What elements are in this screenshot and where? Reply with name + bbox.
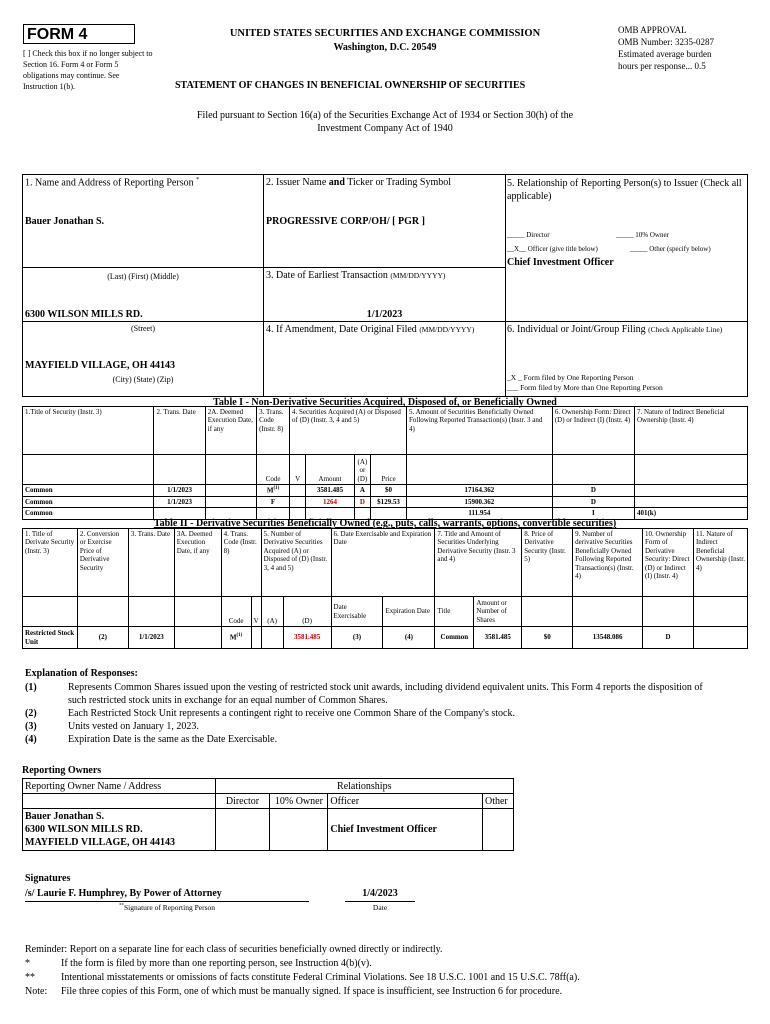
t2-sub-amount: Amount or Number of Shares xyxy=(474,597,522,627)
table1 xyxy=(22,406,748,520)
t2-r-nature xyxy=(693,627,747,649)
owners-col-officer: Officer xyxy=(328,794,483,809)
omb-box xyxy=(618,24,714,72)
filed-pursuant: Filed pursuant to Section 16(a) of the Securities Exchange Act of 1934 or Section 30(h) of the Investment Company Act of 1940 xyxy=(196,110,574,134)
owners-title: Reporting Owners xyxy=(22,765,102,776)
t1-r0-form: D xyxy=(552,485,634,497)
t1-h-date: 2. Trans. Date xyxy=(154,407,205,455)
filing-one-person: _X _ Form filed by One Reporting Person xyxy=(507,373,634,382)
t2-h-price: 2. Conversion or Exercise Price of Derivative Security xyxy=(77,529,128,597)
owners-table xyxy=(22,778,514,851)
t1-r1-form: D xyxy=(552,496,634,507)
t1-r2-form: I xyxy=(552,508,634,519)
t1-h-deemed: 2A. Deemed Execution Date, if any xyxy=(205,407,256,455)
t1-r1-nature xyxy=(634,496,747,507)
t1-r0-title: Common xyxy=(23,485,154,497)
t2-r-date: 1/1/2023 xyxy=(128,627,174,649)
table2 xyxy=(22,528,748,649)
t2-r-price: (2) xyxy=(77,627,128,649)
t1-r0-date: 1/1/2023 xyxy=(154,485,205,497)
director-check: _____ Director xyxy=(507,231,550,239)
filing-more-person: ___ Form filed by More than One Reporting Person xyxy=(507,383,663,392)
t1-r0-owned: 17164.362 xyxy=(407,485,553,497)
t1-r0-amount: 3581.485 xyxy=(306,485,354,497)
signatures-title: Signatures xyxy=(25,873,71,884)
t1-sub-ad: (A) or (D) xyxy=(354,455,370,485)
omb-number: OMB Number: 3235-0287 xyxy=(618,37,714,47)
table2-title: Table II - Derivative Securities Beneficially Owned (e.g., puts, calls, warrants, options, convertible securities) xyxy=(153,518,617,529)
box2-label: 2. Issuer Name and Ticker or Trading Symbol xyxy=(266,177,452,188)
table1-header-row xyxy=(23,407,748,455)
t2-h-exercisable: 6. Date Exercisable and Expiration Date xyxy=(331,529,435,597)
t2-r-d: 3581.485 xyxy=(283,627,331,649)
name-caption: (Last) (First) (Middle) xyxy=(107,272,179,281)
t1-r0-price: $0 xyxy=(371,485,407,497)
owner-address: Bauer Jonathan S. 6300 WILSON MILLS RD. MAYFIELD VILLAGE, OH 44143 xyxy=(23,809,216,851)
table1-subheader-row xyxy=(23,455,748,485)
box4-label: 4. If Amendment, Date Original Filed (MM/DD/YYYY) xyxy=(266,324,475,335)
owners-col-director: Director xyxy=(215,794,270,809)
t1-h-code: 3. Trans. Code (Instr. 8) xyxy=(257,407,290,455)
t1-r0-code: $M^{(1)}$ xyxy=(257,485,290,497)
owners-col-ten: 10% Owner xyxy=(270,794,328,809)
t1-sub-amount: Amount xyxy=(306,455,354,485)
t1-sub-price: Price xyxy=(371,455,407,485)
t2-sub-exercisable: Date Exercisable xyxy=(331,597,383,627)
t1-sub-v: V xyxy=(289,455,305,485)
list-item: (3) Units vested on January 1, 2023. xyxy=(25,721,199,732)
footer-notes xyxy=(25,957,745,999)
t2-sub-title: Title xyxy=(435,597,474,627)
signature-caption: **Signature of Reporting Person xyxy=(118,903,216,912)
t1-h-owned: 5. Amount of Securities Beneficially Owned Following Reported Transaction(s) (Instr. 3 and 4) xyxy=(407,407,553,455)
t1-h-form: 6. Ownership Form: Direct (D) or Indirect (I) (Instr. 4) xyxy=(552,407,634,455)
table-row xyxy=(23,496,748,507)
signature-date: 1/4/2023 xyxy=(362,888,398,899)
reminder: Reminder: Report on a separate line for each class of securities beneficially owned directly or indirectly. xyxy=(25,944,443,955)
t2-sub-d: (D) xyxy=(283,597,331,627)
t1-r1-ad: D xyxy=(354,496,370,507)
reporting-city: MAYFIELD VILLAGE, OH 44143 xyxy=(25,360,176,371)
t2-h-number: 5. Number of Derivative Securities Acquired (A) or Disposed of (D) (Instr. 3, 4 and 5) xyxy=(261,529,331,597)
table2-header-row xyxy=(23,529,748,597)
t1-r1-amount: 1264 xyxy=(306,496,354,507)
date-line xyxy=(345,901,415,902)
t2-h-deemed: 3A. Deemed Execution Date, if any xyxy=(174,529,221,597)
t2-r-form: D xyxy=(643,627,694,649)
table2-subheader-row xyxy=(23,597,748,627)
agency-name: UNITED STATES SECURITIES AND EXCHANGE COMMISSION xyxy=(229,28,541,39)
table-row xyxy=(23,485,748,497)
signer-name: /s/ Laurie F. Humphrey, By Power of Attorney xyxy=(25,888,222,899)
street-caption: (Street) xyxy=(131,324,155,333)
t2-h-owned: 9. Number of derivative Securities Beneficially Owned Following Reported Transaction(s) (Instr. 4) xyxy=(573,529,643,597)
t2-r-code: $M^{(1)}$ xyxy=(221,627,251,649)
t2-h-date: 3. Trans. Date xyxy=(128,529,174,597)
t1-r1-price: $129.53 xyxy=(371,496,407,507)
t2-h-underlying: 7. Title and Amount of Securities Underlying Derivative Security (Instr. 3 and 4) xyxy=(435,529,522,597)
t2-r-title: Restricted Stock Unit xyxy=(23,627,78,649)
box3-label: 3. Date of Earliest Transaction (MM/DD/YYYY) xyxy=(266,270,446,281)
t1-r2-nature: 401(k) xyxy=(634,508,747,519)
reporting-person-name: Bauer Jonathan S. xyxy=(25,216,105,227)
t1-r1-deemed xyxy=(205,496,256,507)
table-row xyxy=(23,627,748,649)
form-title: FORM 4 xyxy=(23,24,135,44)
statement-title: STATEMENT OF CHANGES IN BENEFICIAL OWNERSHIP OF SECURITIES xyxy=(175,80,526,91)
t2-r-deemed xyxy=(174,627,221,649)
t1-h-securities: 4. Securities Acquired (A) or Disposed of (D) (Instr. 3, 4 and 5) xyxy=(289,407,406,455)
t1-r2-title: Common xyxy=(23,508,154,519)
owners-col-relationships: Relationships xyxy=(215,779,513,794)
earliest-transaction-date: 1/1/2023 xyxy=(366,309,403,320)
t2-sub-a: (A) xyxy=(261,597,283,627)
box5-label: 5. Relationship of Reporting Person(s) to Issuer (Check all applicable) xyxy=(507,178,742,202)
omb-approval: OMB APPROVAL xyxy=(618,25,687,35)
owners-col-name: Reporting Owner Name / Address xyxy=(23,779,216,794)
t1-r0-deemed xyxy=(205,485,256,497)
t1-sub-code: Code xyxy=(257,455,290,485)
table1-title: Table I - Non-Derivative Securities Acquired, Disposed of, or Beneficially Owned xyxy=(213,397,557,408)
reporting-street: 6300 WILSON MILLS RD. xyxy=(25,309,143,320)
t2-h-deriv-price: 8. Price of Derivative Security (Instr. 5) xyxy=(522,529,573,597)
t2-r-under-title: Common xyxy=(435,627,474,649)
t2-r-a xyxy=(261,627,283,649)
officer-title: Chief Investment Officer xyxy=(507,257,614,268)
signature-line xyxy=(25,901,309,902)
ten-pct-check: _____ 10% Owner xyxy=(616,231,669,239)
t1-r0-ad: A xyxy=(354,485,370,497)
t2-h-nature: 11. Nature of Indirect Beneficial Ownership (Instr. 4) xyxy=(693,529,747,597)
list-item: (1) Represents Common Shares issued upon the vesting of restricted stock unit awards, including dividend equivalent units. This Form 4 reports the disposition of such restricted stock units in exchange for an equal number of Common Shares. xyxy=(25,682,703,706)
city-caption: (City) (State) (Zip) xyxy=(112,375,174,384)
owners-col-other: Other xyxy=(482,794,513,809)
explanation-title: Explanation of Responses: xyxy=(25,668,138,679)
t2-sub-v: V xyxy=(251,597,261,627)
t2-h-code: 4. Trans. Code (Instr. 8) xyxy=(221,529,261,597)
t2-h-title: 1. Title of Derivate Security (Instr. 3) xyxy=(23,529,78,597)
t2-h-form: 10. Ownership Form of Derivative Security: Direct (D) or Indirect (I) (Instr. 4) xyxy=(643,529,694,597)
t1-h-title: 1.Title of Security (Instr. 3) xyxy=(23,407,154,455)
list-item: ** Intentional misstatements or omissions of facts constitute Federal Criminal Violations. See 18 U.S.C. 1001 and 15 U.S.C. 78ff(a). xyxy=(25,972,580,983)
t1-r0-v xyxy=(289,485,305,497)
t2-r-exercisable: (3) xyxy=(331,627,383,649)
t2-r-expiration: (4) xyxy=(383,627,435,649)
agency-city: Washington, D.C. 20549 xyxy=(333,42,437,53)
t2-r-owned: 13548.086 xyxy=(573,627,643,649)
explanation-list xyxy=(25,681,715,746)
omb-burden: Estimated average burden xyxy=(618,49,712,59)
t1-r1-v xyxy=(289,496,305,507)
list-item: * If the form is filed by more than one reporting person, see Instruction 4(b)(v). xyxy=(25,958,372,969)
t1-r1-code: F xyxy=(257,496,290,507)
officer-check: __X__ Officer (give title below) xyxy=(507,245,598,253)
t2-sub-code: Code xyxy=(221,597,251,627)
checkbox-note: [ ] Check this box if no longer subject to Section 16. Form 4 or Form 5 obligations may continue. See Instruction 1(b). xyxy=(23,49,153,91)
box6-label: 6. Individual or Joint/Group Filing (Check Applicable Line) xyxy=(507,324,723,335)
t1-r0-nature xyxy=(634,485,747,497)
t2-r-under-amount: 3581.485 xyxy=(474,627,522,649)
list-item: Note: File three copies of this Form, one of which must be manually signed. If space is insufficient, see Instruction 6 for procedure. xyxy=(25,986,563,997)
other-check: _____ Other (specify below) xyxy=(630,245,711,253)
t2-sub-expiration: Expiration Date xyxy=(383,597,435,627)
issuer-name: PROGRESSIVE CORP/OH/ [ PGR ] xyxy=(266,216,425,227)
t1-r1-date: 1/1/2023 xyxy=(154,496,205,507)
t1-r2-owned: 111.954 xyxy=(407,508,553,519)
omb-hours: hours per response... 0.5 xyxy=(618,61,706,71)
owner-officer-title: Chief Investment Officer xyxy=(328,809,483,851)
t2-r-v xyxy=(251,627,261,649)
t1-r1-owned: 15900.362 xyxy=(407,496,553,507)
box1-label: 1. Name and Address of Reporting Person * xyxy=(25,177,200,189)
t2-r-deriv-price: $0 xyxy=(522,627,573,649)
list-item: (4) Expiration Date is the same as the Date Exercisable. xyxy=(25,734,278,745)
t1-r1-title: Common xyxy=(23,496,154,507)
date-caption: Date xyxy=(372,903,388,912)
list-item: (2) Each Restricted Stock Unit represents a contingent right to receive one Common Share of the Company's stock. xyxy=(25,708,515,719)
t1-h-nature: 7. Nature of Indirect Beneficial Ownership (Instr. 4) xyxy=(634,407,747,455)
